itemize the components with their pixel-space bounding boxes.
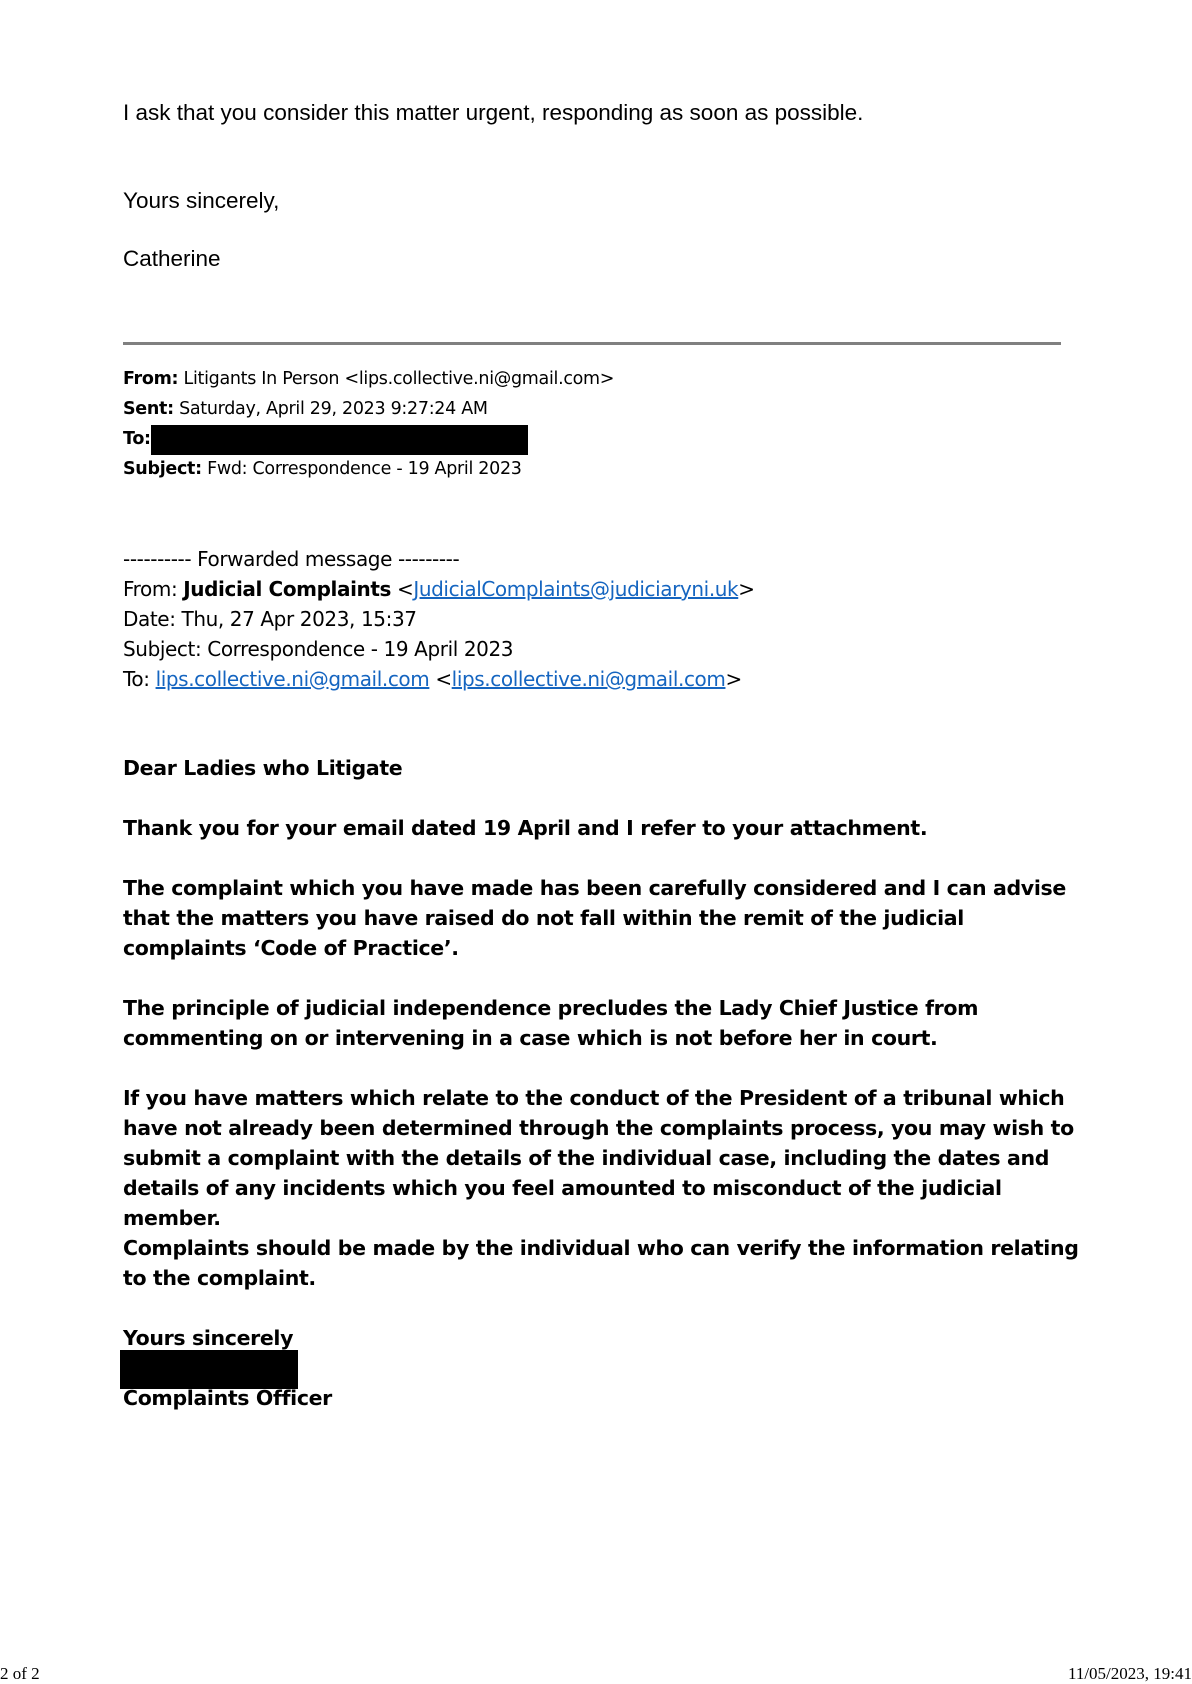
- page-number: 2 of 2: [0, 1664, 40, 1683]
- forwarded-divider: ---------- Forwarded message ---------: [123, 547, 460, 571]
- forwarded-to-row: [123, 667, 742, 691]
- judicial-complaints-email-link[interactable]: JudicialComplaints@judiciaryni.uk: [413, 577, 739, 601]
- to-label: To:: [123, 429, 151, 449]
- reply-paragraph-1: Thank you for your email dated 19 April and I refer to your attachment.: [123, 816, 928, 840]
- reply-paragraph-3: The principle of judicial independence precludes the Lady Chief Justice from commenting on or intervening in a case which is not before her in court.: [123, 996, 979, 1050]
- header-divider: [123, 342, 1061, 345]
- print-timestamp: 11/05/2023, 19:41: [1067, 1664, 1192, 1683]
- forwarded-from-row: [123, 577, 755, 601]
- letter-signature: Catherine: [123, 246, 221, 271]
- subject-label: Subject:: [123, 459, 202, 479]
- sent-value: Saturday, April 29, 2023 9:27:24 AM: [179, 399, 488, 419]
- forwarded-from-open: <: [397, 577, 414, 601]
- lips-collective-email-link-2[interactable]: lips.collective.ni@gmail.com: [451, 667, 726, 691]
- header-sent-row: [123, 399, 488, 419]
- forwarded-to-close: >: [725, 667, 742, 691]
- header-to-row: [123, 429, 151, 449]
- reply-officer-role: Complaints Officer: [123, 1386, 332, 1410]
- reply-greeting: Dear Ladies who Litigate: [123, 756, 403, 780]
- redacted-recipient: [151, 425, 528, 455]
- letter-closing: Yours sincerely,: [123, 188, 280, 213]
- urgent-request-line: I ask that you consider this matter urgent, responding as soon as possible.: [123, 100, 864, 125]
- forwarded-subject-row: Subject: Correspondence - 19 April 2023: [123, 637, 514, 661]
- reply-paragraph-4: If you have matters which relate to the conduct of the President of a tribunal which have not already been determined through the complaints process, you may wish to submit a complaint with the details of the individual case, including the dates and details of any incidents which you feel amounted to misconduct of the judicial member.: [123, 1086, 1074, 1230]
- forwarded-from-label: From:: [123, 577, 178, 601]
- reply-paragraph-2: The complaint which you have made has been carefully considered and I can advise that the matters you have raised do not fall within the remit of the judicial complaints ‘Code of Practice’.: [123, 876, 1066, 960]
- from-label: From:: [123, 369, 179, 389]
- forwarded-from-name: Judicial Complaints: [183, 577, 392, 601]
- forwarded-to-open: <: [435, 667, 452, 691]
- reply-paragraph-5: Complaints should be made by the individual who can verify the information relating to the complaint.: [123, 1236, 1079, 1290]
- header-subject-row: [123, 459, 522, 479]
- subject-value: Fwd: Correspondence - 19 April 2023: [207, 459, 522, 479]
- reply-closing: Yours sincerely: [123, 1326, 294, 1350]
- forwarded-date-row: Date: Thu, 27 Apr 2023, 15:37: [123, 607, 417, 631]
- forwarded-to-label: To:: [123, 667, 150, 691]
- sent-label: Sent:: [123, 399, 174, 419]
- forwarded-from-close: >: [738, 577, 755, 601]
- from-value: Litigants In Person <lips.collective.ni@gmail.com>: [183, 369, 615, 389]
- header-from-row: [123, 369, 614, 389]
- lips-collective-email-link[interactable]: lips.collective.ni@gmail.com: [155, 667, 430, 691]
